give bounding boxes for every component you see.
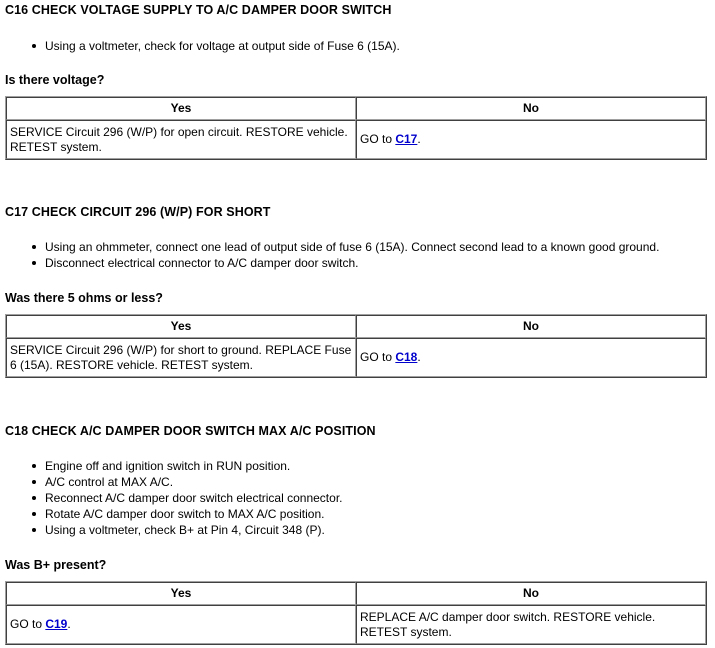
list-item: Using a voltmeter, check for voltage at output side of Fuse 6 (15A). — [0, 38, 400, 54]
header-no: No — [356, 315, 706, 338]
table-row — [6, 338, 706, 377]
list-item: Engine off and ignition switch in RUN position. — [0, 458, 342, 474]
cell-yes — [6, 120, 356, 159]
table-header-row — [6, 97, 706, 120]
cell-no — [356, 120, 706, 159]
list-item: Using an ohmmeter, connect one lead of output side of fuse 6 (15A). Connect second lead to a known good ground. — [0, 239, 659, 255]
cell-text: SERVICE Circuit 296 (W/P) for short to ground. REPLACE Fuse 6 (15A). RESTORE vehicle. RETEST system. — [10, 342, 352, 372]
header-yes: Yes — [6, 582, 356, 605]
cell-yes — [6, 605, 356, 644]
question: Is there voltage? — [5, 73, 105, 87]
cell-suffix: . — [417, 132, 421, 146]
list-item: A/C control at MAX A/C. — [0, 474, 342, 490]
table-row — [6, 120, 706, 159]
yes-no-table — [5, 96, 707, 160]
table-header-row — [6, 582, 706, 605]
cell-text: SERVICE Circuit 296 (W/P) for open circuit. RESTORE vehicle. RETEST system. — [10, 124, 348, 154]
bullet-list — [0, 38, 400, 54]
header-yes: Yes — [6, 315, 356, 338]
link-c19[interactable]: C19 — [45, 617, 68, 631]
cell-text: GO to — [360, 132, 396, 146]
list-item: Rotate A/C damper door switch to MAX A/C position. — [0, 506, 342, 522]
table-row — [6, 605, 706, 644]
cell-suffix: . — [417, 350, 421, 364]
cell-text: GO to — [360, 350, 396, 364]
bullet-list — [0, 458, 342, 538]
cell-no — [356, 338, 706, 377]
cell-yes — [6, 338, 356, 377]
yes-no-table — [5, 314, 707, 378]
cell-text: REPLACE A/C damper door switch. RESTORE vehicle. RETEST system. — [360, 609, 656, 639]
link-c18[interactable]: C18 — [395, 350, 418, 364]
question: Was B+ present? — [5, 558, 107, 572]
step-title: C18 CHECK A/C DAMPER DOOR SWITCH MAX A/C POSITION — [5, 424, 376, 438]
cell-no — [356, 605, 706, 644]
cell-suffix: . — [67, 617, 71, 631]
step-title: C17 CHECK CIRCUIT 296 (W/P) FOR SHORT — [5, 205, 271, 219]
question: Was there 5 ohms or less? — [5, 291, 163, 305]
list-item: Reconnect A/C damper door switch electrical connector. — [0, 490, 342, 506]
yes-no-table — [5, 581, 707, 645]
cell-text: GO to — [10, 617, 46, 631]
header-no: No — [356, 97, 706, 120]
bullet-list — [0, 239, 659, 271]
step-title: C16 CHECK VOLTAGE SUPPLY TO A/C DAMPER DOOR SWITCH — [5, 3, 392, 17]
header-yes: Yes — [6, 97, 356, 120]
table-header-row — [6, 315, 706, 338]
link-c17[interactable]: C17 — [395, 132, 418, 146]
header-no: No — [356, 582, 706, 605]
list-item: Using a voltmeter, check B+ at Pin 4, Circuit 348 (P). — [0, 522, 342, 538]
list-item: Disconnect electrical connector to A/C damper door switch. — [0, 255, 659, 271]
